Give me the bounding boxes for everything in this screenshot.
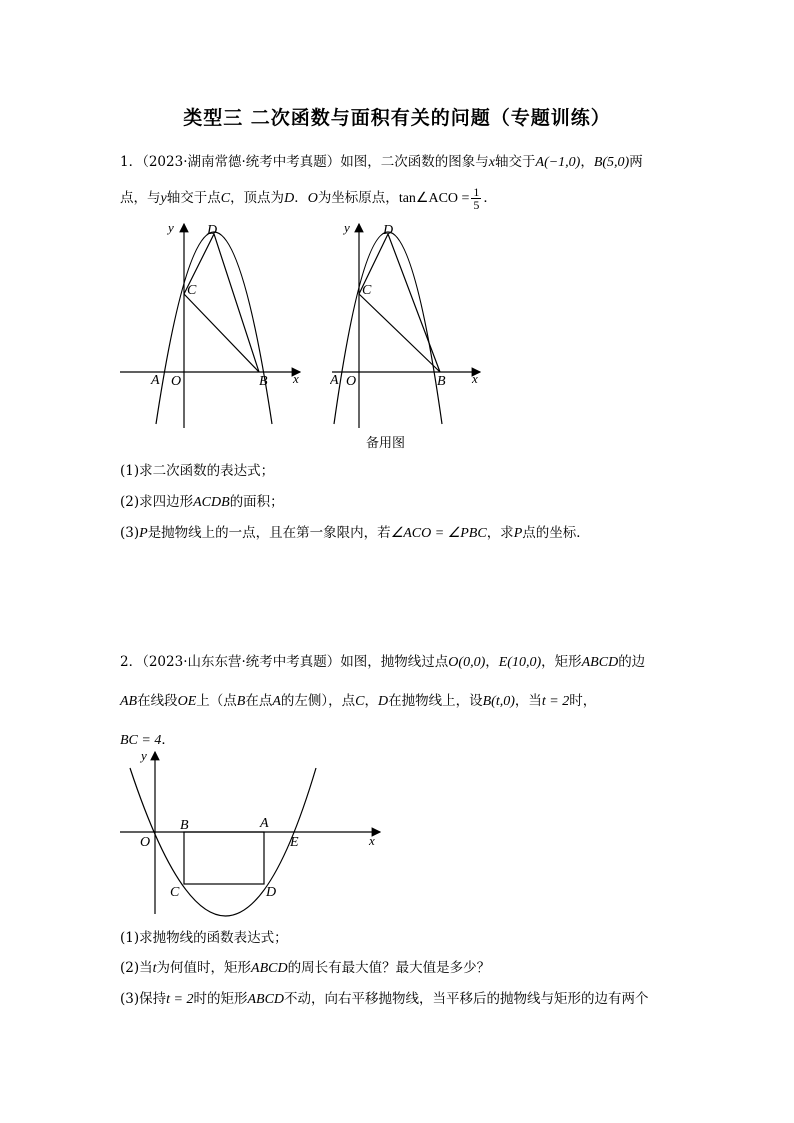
q2-label-o: O bbox=[140, 835, 151, 850]
q1-label-d: D bbox=[207, 223, 218, 238]
q2-label-x: x bbox=[369, 833, 375, 848]
page-title: 类型三 二次函数与面积有关的问题（专题训练） bbox=[183, 107, 611, 129]
q2-stem-line3: BC = 4． bbox=[120, 732, 175, 748]
q2-stem-line1: 2．（2023·山东东营·统考中考真题）如图，抛物线过点O(0,0)，E(10,0)，矩形ABCD的边 bbox=[120, 654, 646, 670]
q1b-label-x: x bbox=[472, 371, 478, 386]
q1-label-o: O bbox=[171, 374, 182, 389]
q1-label-a: A bbox=[151, 373, 160, 388]
q1-point-a: A(−1,0) bbox=[535, 155, 581, 170]
q2-label-d: D bbox=[266, 885, 277, 900]
q1-line-cb bbox=[184, 294, 259, 372]
q1-line-cdb bbox=[184, 234, 259, 372]
q1b-label-c: C bbox=[362, 283, 372, 298]
q2-parabola bbox=[130, 768, 316, 916]
q1b-line-cb bbox=[359, 294, 440, 372]
q1-label-b: B bbox=[259, 374, 268, 389]
q1-label-y: y bbox=[168, 220, 174, 235]
q1-tan: tan∠ACO = bbox=[398, 191, 470, 206]
q2-figure bbox=[118, 748, 388, 918]
q2-label-c: C bbox=[170, 885, 180, 900]
q1-sub2: (2)求四边形ACDB的面积； bbox=[120, 494, 284, 510]
q1b-label-b: B bbox=[437, 374, 446, 389]
q1-fraction: $\frac{1}{5}$ bbox=[473, 185, 480, 212]
q1-sub1: (1)求二次函数的表达式； bbox=[120, 463, 275, 479]
q1-stem-line1: 1．（2023·湖南常德·统考中考真题）如图，二次函数的图象与x轴交于A(−1,0)，B(5,0)两 bbox=[120, 154, 643, 170]
q1-parabola bbox=[156, 232, 272, 424]
q2-sub3: (3)保持t = 2时的矩形ABCD不动，向右平移抛物线，当平移后的抛物线与矩形的边有两个 bbox=[120, 991, 649, 1007]
q1b-label-d: D bbox=[383, 223, 394, 238]
q2-label-a: A bbox=[260, 816, 269, 831]
q1b-line-cdb bbox=[359, 234, 440, 372]
q1b-label-o: O bbox=[346, 374, 357, 389]
q2-sub1: (1)求抛物线的函数表达式； bbox=[120, 930, 288, 946]
q1b-label-y: y bbox=[344, 220, 350, 235]
q2-rectangle bbox=[184, 832, 264, 884]
q1-stem-line2: 点，与y轴交于点C，顶点为D．O为坐标原点，tan∠ACO = $\frac{1}{5}$ ． bbox=[120, 185, 497, 212]
q2-point-o: O(0,0) bbox=[448, 655, 486, 670]
q1b-parabola bbox=[334, 232, 442, 424]
q1-sub3: (3)P是抛物线上的一点，且在第一象限内，若∠ACO = ∠PBC，求P点的坐标． bbox=[120, 525, 590, 541]
q1b-label-a: A bbox=[330, 373, 339, 388]
q1-point-b: B(5,0) bbox=[593, 155, 630, 170]
q2-label-y: y bbox=[141, 748, 147, 763]
q1-label-c: C bbox=[187, 283, 197, 298]
q2-point-e: E(10,0) bbox=[498, 655, 542, 670]
q1-figure-backup bbox=[330, 218, 490, 430]
q2-label-b: B bbox=[180, 818, 189, 833]
q1-label-x: x bbox=[293, 371, 299, 386]
q2-stem-line2: AB在线段OE上（点B在点A的左侧），点C，D在抛物线上，设B(t,0)，当t = 2时， bbox=[120, 693, 597, 709]
q1-figure-caption: 备用图 bbox=[366, 436, 406, 451]
q2-sub2: (2)当t为何值时，矩形ABCD的周长有最大值？最大值是多少？ bbox=[120, 960, 491, 976]
q1-figure-main bbox=[118, 218, 308, 430]
q2-label-e: E bbox=[290, 835, 299, 850]
